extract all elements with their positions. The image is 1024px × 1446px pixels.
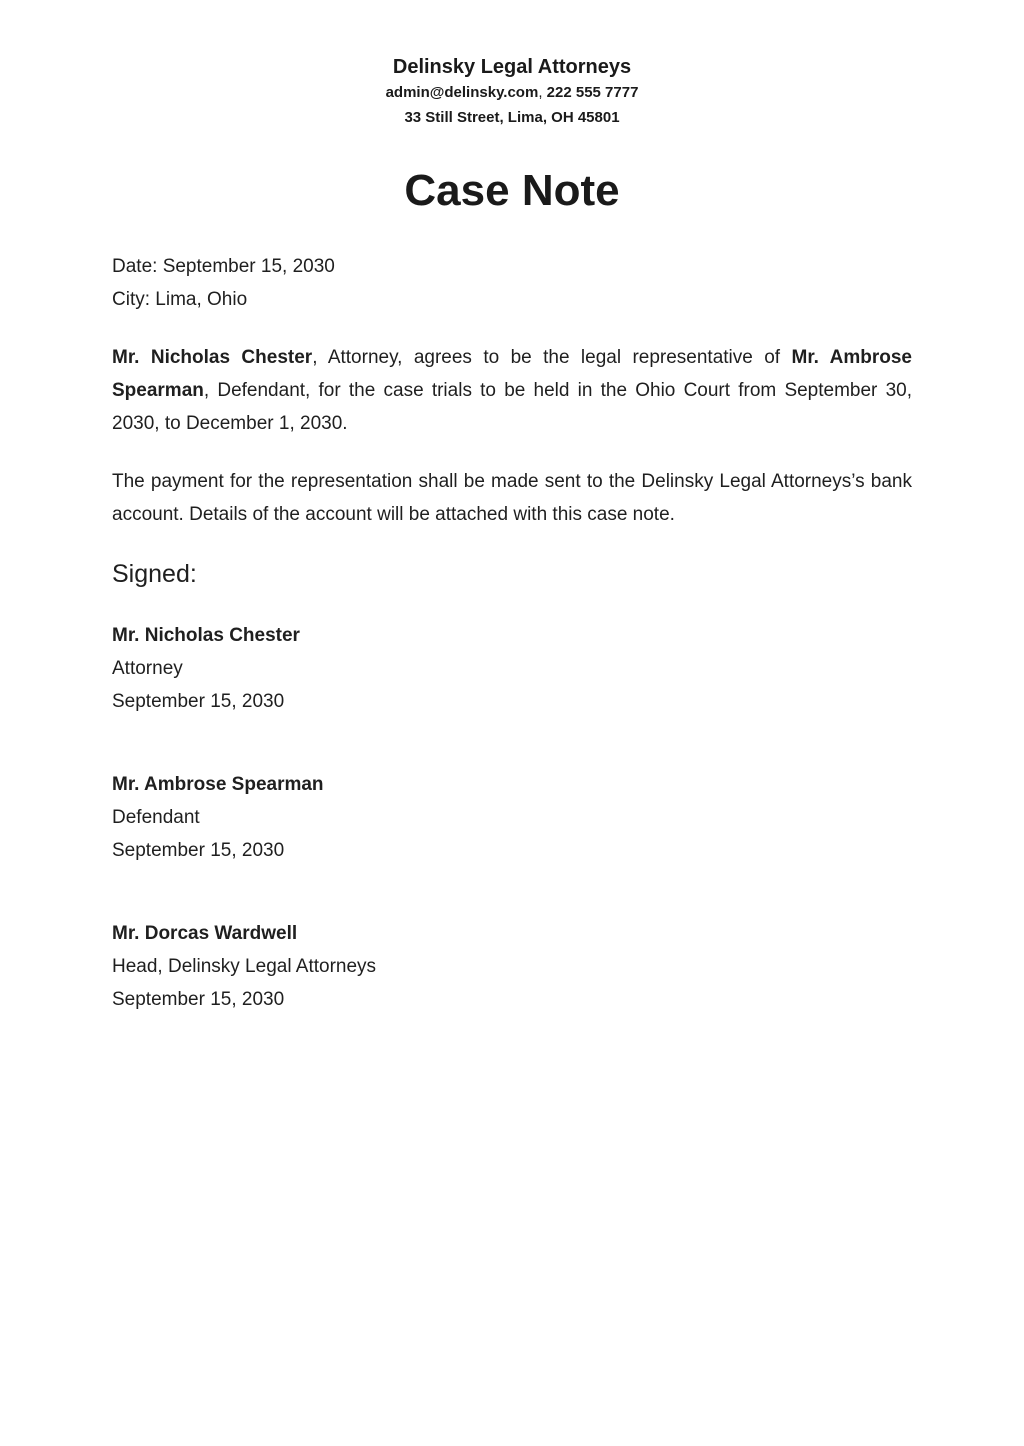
paragraph-text-a: , Attorney, agrees to be the legal representative of	[312, 347, 792, 368]
signatory-name: Mr. Nicholas Chester	[112, 625, 300, 646]
signatory-date: September 15, 2030	[112, 691, 285, 712]
signatory-role: Attorney	[112, 658, 183, 679]
firm-phone: 222 555 7777	[546, 84, 639, 101]
attorney-name: Mr. Nicholas Chester	[112, 347, 313, 368]
paragraph-text-b: , Defendant, for the case trials to be held in the Ohio Court from September 30, 2030, to December 1, 2030.	[112, 380, 912, 434]
date-line: Date: September 15, 2030	[112, 256, 335, 277]
signatory-block	[112, 917, 912, 1016]
contact-separator: ,	[538, 84, 543, 101]
firm-address: 33 Still Street, Lima, OH 45801	[404, 109, 620, 126]
signatory-name: Mr. Ambrose Spearman	[112, 774, 324, 795]
document-title: Case Note	[404, 166, 620, 215]
payment-paragraph: The payment for the representation shall be made sent to the Delinsky Legal Attorneys’s bank account. Details of the account will be attached with this case note.	[112, 471, 912, 525]
letterhead	[0, 54, 1024, 130]
signatory-block	[112, 768, 912, 867]
representation-paragraph	[112, 341, 912, 440]
contact-line	[0, 80, 1024, 105]
firm-email: admin@delinsky.com	[385, 84, 539, 101]
signatory-block	[112, 619, 912, 718]
firm-name: Delinsky Legal Attorneys	[392, 56, 632, 78]
signatory-name: Mr. Dorcas Wardwell	[112, 923, 298, 944]
signatory-role: Head, Delinsky Legal Attorneys	[112, 956, 377, 977]
document-body	[112, 250, 912, 1016]
signatory-date: September 15, 2030	[112, 840, 285, 861]
defendant-name: Mr. Ambrose Spearman	[112, 347, 912, 401]
signatory-date: September 15, 2030	[112, 989, 285, 1010]
signatory-role: Defendant	[112, 807, 200, 828]
signed-heading: Signed:	[112, 560, 197, 588]
city-line: City: Lima, Ohio	[112, 289, 248, 310]
